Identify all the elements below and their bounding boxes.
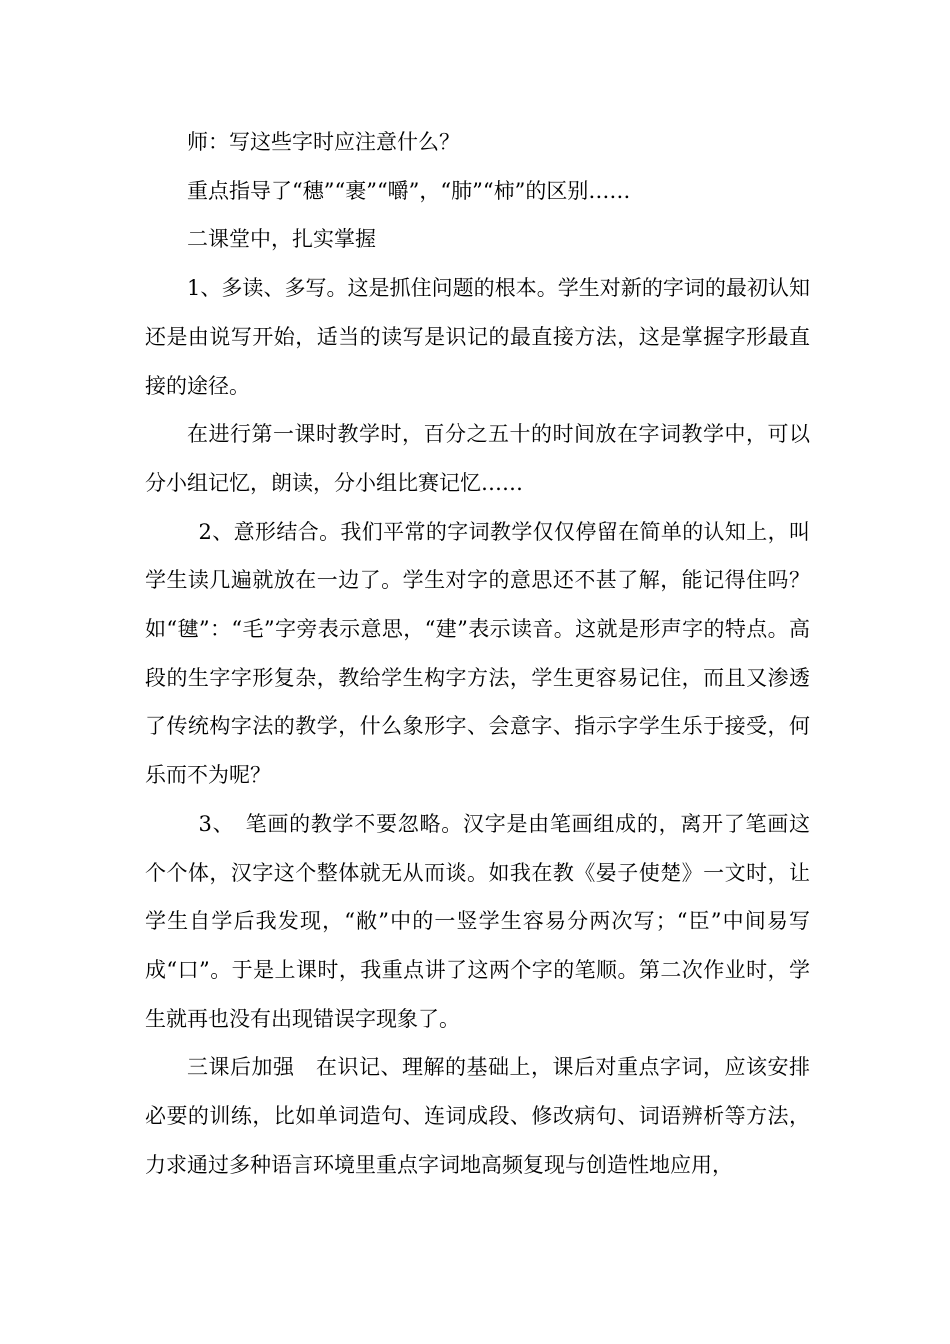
paragraph: 在进行第一课时教学时，百分之五十的时间放在字词教学中，可以分小组记忆，朗读，分小组比赛记忆……: [145, 422, 810, 495]
section-heading: 二课堂中，扎实掌握: [187, 227, 376, 252]
paragraph: 重点指导了“穗”“裹”“嚼”，“肺”“柿”的区别……: [187, 178, 631, 203]
paragraph: 师：写这些字时应注意什么？: [187, 130, 460, 154]
paragraph: 2、意形结合。我们平常的字词教学仅仅停留在简单的认知上，叫学生读几遍就放在一边了。学生对字的意思还不甚了解，能记得住吗？如“毽”：“毛”字旁表示意思，“建”表示读音。这就是形声字的特点。高段的生字字形复杂，教给学生构字方法，学生更容易记住，而且又渗透了传统构字法的教学，什么象形字、会意字、指示字学生乐于接受，何乐而不为呢？: [145, 519, 810, 788]
paragraph: 1、多读、多写。这是抓住问题的根本。学生对新的字词的最初认知还是由说写开始，适当的读写是识记的最直接方法，这是掌握字形最直接的途径。: [145, 276, 810, 398]
paragraph: 3、 笔画的教学不要忽略。汉字是由笔画组成的，离开了笔画这个个体，汉字这个整体就无从而谈。如我在教《晏子使楚》一文时，让学生自学后我发现，“敝”中的一竖学生容易分两次写；“臣”中间易写成“口”。于是上课时，我重点讲了这两个字的笔顺。第二次作业时，学生就再也没有出现错误字现象了。: [145, 811, 810, 1031]
document-body: [145, 118, 810, 1189]
paragraph: 三课后加强 在识记、理解的基础上，课后对重点字词，应该安排必要的训练，比如单词造句、连词成段、修改病句、词语辨析等方法，力求通过多种语言环境里重点字词地高频复现与创造性地应用，: [145, 1055, 810, 1177]
